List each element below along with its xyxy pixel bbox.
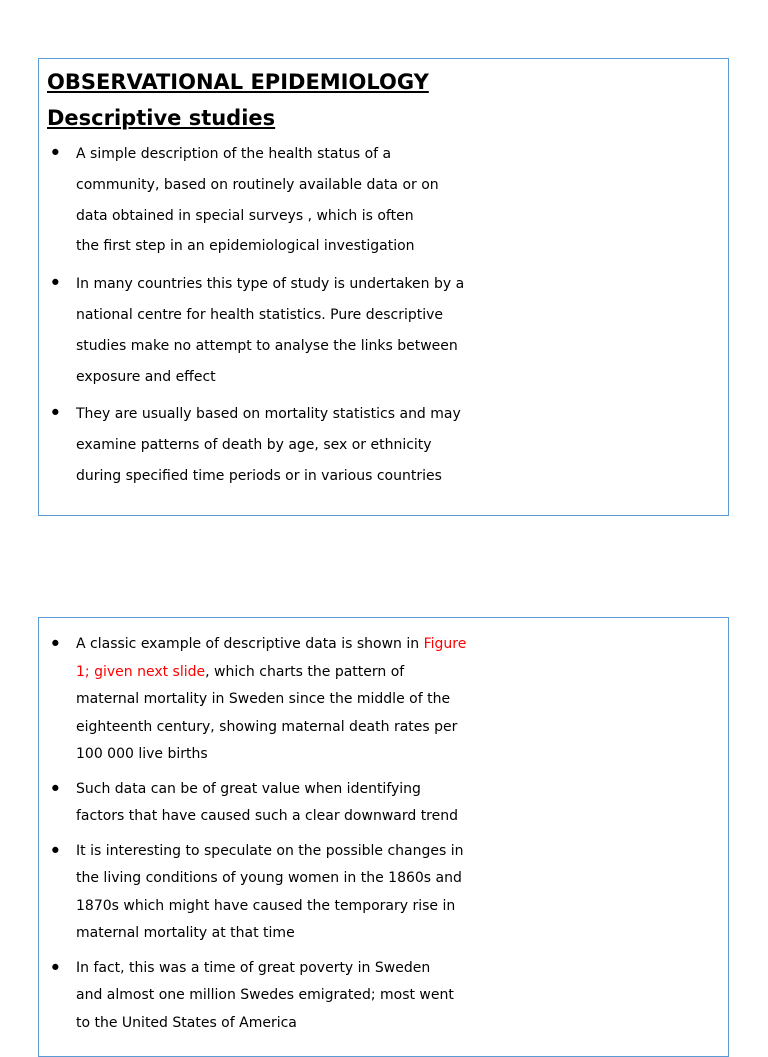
bullet-line: examine patterns of death by age, sex or ethnicity [76,437,432,454]
bullet-icon: • [49,955,62,981]
bullet-line: Such data can be of great value when identifying [76,780,421,797]
text-run: A classic example of descriptive data is shown in [76,636,424,652]
bullet-list [47,139,714,492]
bullet-line: community, based on routinely available data or on [76,176,439,193]
figure-reference: Figure [423,636,467,652]
bullet-line: factors that have caused such a clear downward trend [76,808,458,824]
bullet-line: and almost one million Swedes emigrated; most went [76,987,454,1003]
bullet-line: In fact, this was a time of great poverty in Sweden [76,959,431,976]
bullet-line: A simple description of the health status of a [76,146,392,162]
bullet-line: studies make no attempt to analyse the links between [76,337,458,354]
bullet-icon: • [49,271,62,297]
text-run: , which charts the pattern of [205,663,405,680]
bullet-item [47,776,718,831]
bullet-line: national centre for health statistics. Pure descriptive [76,306,444,323]
bullet-line: 100 000 live births [76,746,208,762]
bullet-list [47,631,718,1037]
bullet-line [76,659,718,687]
bullet-icon: • [49,141,62,166]
bullet-line: to the United States of America [76,1014,297,1031]
bullet-line: data obtained in special surveys , which is often [76,207,414,224]
bullet-line: the first step in an epidemiological investigation [76,238,415,255]
bullet-icon: • [49,401,62,427]
slide-title: OBSERVATIONAL EPIDEMIOLOGY [47,70,429,94]
bullet-line: 1870s which might have caused the temporary rise in [76,897,456,914]
bullet-item [47,399,714,491]
bullet-item [47,631,718,769]
bullet-item [47,838,718,948]
bullet-line: the living conditions of young women in the 1860s and [76,870,462,886]
slide-observational-epidemiology [38,58,729,516]
slide-subtitle: Descriptive studies [47,106,276,130]
bullet-item [47,955,718,1038]
slide-descriptive-example [38,617,729,1057]
figure-reference: 1; given next slide [76,663,206,680]
bullet-line: during specified time periods or in various countries [76,467,442,484]
bullet-item [47,269,714,392]
bullet-line [76,631,718,659]
bullet-icon: • [49,838,62,864]
bullet-line: It is interesting to speculate on the possible changes in [76,842,464,859]
bullet-line: They are usually based on mortality statistics and may [76,406,461,423]
bullet-line: maternal mortality at that time [76,925,295,941]
bullet-icon: • [49,632,62,657]
bullet-item [47,139,714,262]
bullet-line: maternal mortality in Sweden since the middle of the [76,691,451,707]
bullet-line: In many countries this type of study is undertaken by a [76,276,465,293]
bullet-line: exposure and effect [76,368,216,385]
bullet-icon: • [49,776,62,802]
bullet-line: eighteenth century, showing maternal death rates per [76,718,458,735]
